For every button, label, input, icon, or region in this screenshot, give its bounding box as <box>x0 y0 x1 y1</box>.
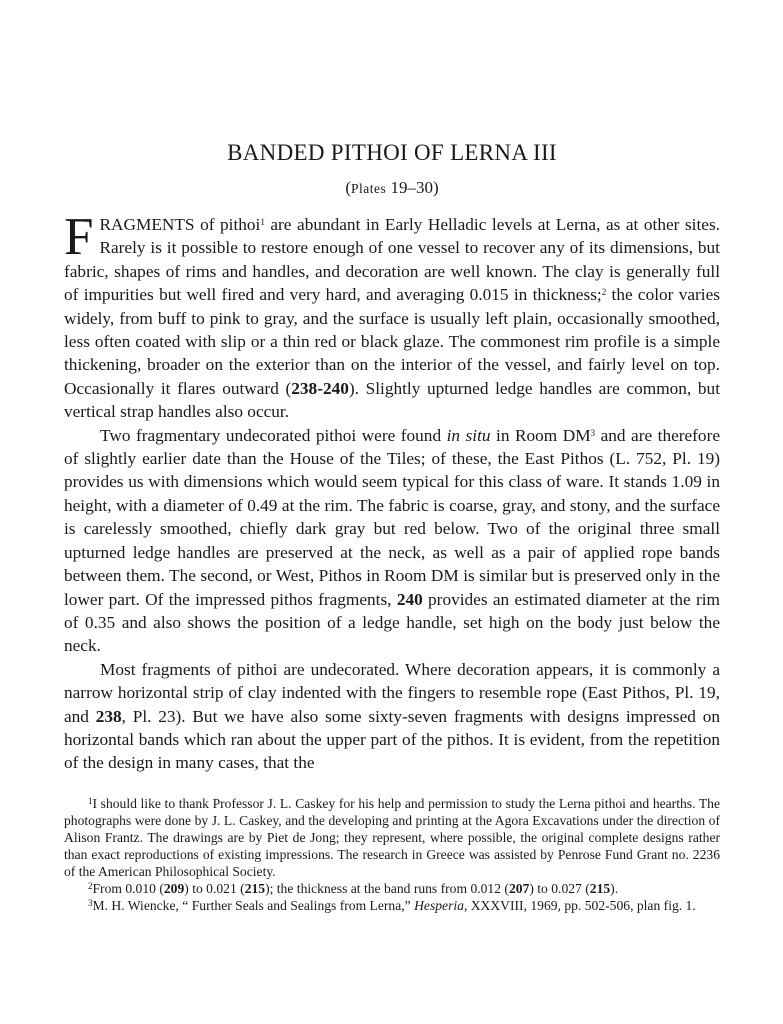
footnote-1 <box>64 795 720 880</box>
text: I should like to thank Professor J. L. Caskey for his help and permission to study the Lerna pithoi and hearths. The photographs were done by J. L. Caskey, and the developing and printing at the Agora Excavations under the direction of Alison Frantz. The drawings are by Piet de Jong; they represent, where possible, the original complete designs rather than exact reproductions of existing impressions. The research in Greece was assisted by Penrose Fund Grant no. 2236 of the American Philosophical Society. <box>64 796 720 879</box>
plates-reference <box>64 178 720 198</box>
text: provides an estimated diameter at the rim of 0.35 and also shows the position of a ledge handle, set high on the body just below the neck. <box>64 589 720 656</box>
footnote-number: 3 <box>88 898 93 908</box>
paragraph-1 <box>64 208 721 424</box>
text: ). <box>610 881 619 896</box>
catalogue-number: 209 <box>163 881 185 896</box>
catalogue-number: 207 <box>508 881 530 896</box>
catalogue-number: 238-240 <box>291 378 349 398</box>
footnote-2 <box>64 880 720 897</box>
footnote-ref: 3 <box>590 427 596 438</box>
text: ). Slightly upturned ledge handles are common, but vertical strap handles also occur. <box>64 378 721 422</box>
footnote-number: 1 <box>88 796 93 806</box>
catalogue-number: 240 <box>396 589 423 609</box>
drop-cap: F <box>64 208 94 266</box>
text: ); the thickness at the band runs from 0.012 ( <box>265 881 509 896</box>
italic-term: in situ <box>446 425 491 445</box>
text: Most fragments of pithoi are undecorated. Where decoration appears, it is commonly a narrow horizontal strip of clay indented with the fingers to resemble rope (East Pithos, Pl. 19, and <box>64 659 720 726</box>
footnote-3 <box>64 897 720 914</box>
text: From 0.010 ( <box>92 881 164 896</box>
footnote-number: 2 <box>88 881 93 891</box>
text: are abundant in Early Helladic levels at Lerna, as at other sites. Rarely is it possible to restore enough of one vessel to recover any of its dimensions, but fabric, shapes of rims and handles, and decoration are well known. The clay is generally full of impurities but well fired and very hard, and averaging 0.015 in thickness; <box>64 215 720 305</box>
paragraph-2 <box>64 424 720 658</box>
paragraph-3 <box>64 658 720 775</box>
catalogue-number: 215 <box>589 881 611 896</box>
text: , Pl. 23). But we have also some sixty-seven fragments with designs impressed on horizontal bands which ran about the upper part of the pithos. It is evident, from the repetition of the design in many cases, that the <box>64 706 720 773</box>
plates-range: 19–30) <box>386 178 439 197</box>
text: the color varies widely, from buff to pink to gray, and the surface is usually left plain, occasionally smoothed, less often coated with slip or a thin red or black glaze. The commonest rim profile is a simple thickening, broader on the exterior than on the interior of the vessel, and fairly level on top. Occasionally it flares outward ( <box>64 285 720 398</box>
article-title: BANDED PITHOI OF LERNA III <box>227 140 557 165</box>
text: Two fragmentary undecorated pithoi were found <box>100 425 447 445</box>
text: ) to 0.021 ( <box>184 881 245 896</box>
plates-open: ( <box>345 178 351 197</box>
text: , XXXVIII, 1969, pp. 502-506, plan fig. 1. <box>463 898 696 913</box>
catalogue-number: 238 <box>95 706 122 726</box>
text: and are therefore of slightly earlier date than the House of the Tiles; of these, the East Pithos (L. 752, Pl. 19) provides us with dimensions which would seem typical for this class of ware. It stands 1.09 in height, with a diameter of 0.49 at the rim. The fabric is coarse, gray, and stony, and the surface is carelessly smoothed, chiefly dark gray but red below. Two of the original three small upturned ledge handles are preserved at the neck, as well as a pair of applied rope bands between them. The second, or West, Pithos in Room DM is similar but is preserved only in the lower part. Of the impressed pithos fragments, <box>64 425 720 609</box>
text: in Room DM <box>490 425 591 445</box>
text: ) to 0.027 ( <box>529 881 590 896</box>
footnote-ref: 2 <box>601 287 607 298</box>
footnotes <box>64 795 720 914</box>
plates-word: Plates <box>351 181 387 196</box>
text: RAGMENTS of pithoi <box>99 215 261 234</box>
text: M. H. Wiencke, “ Further Seals and Sealings from Lerna,” <box>92 898 415 913</box>
article-body <box>64 208 721 775</box>
footnote-ref: 1 <box>260 217 265 227</box>
journal-title: Hesperia <box>414 898 464 913</box>
catalogue-number: 215 <box>244 881 266 896</box>
